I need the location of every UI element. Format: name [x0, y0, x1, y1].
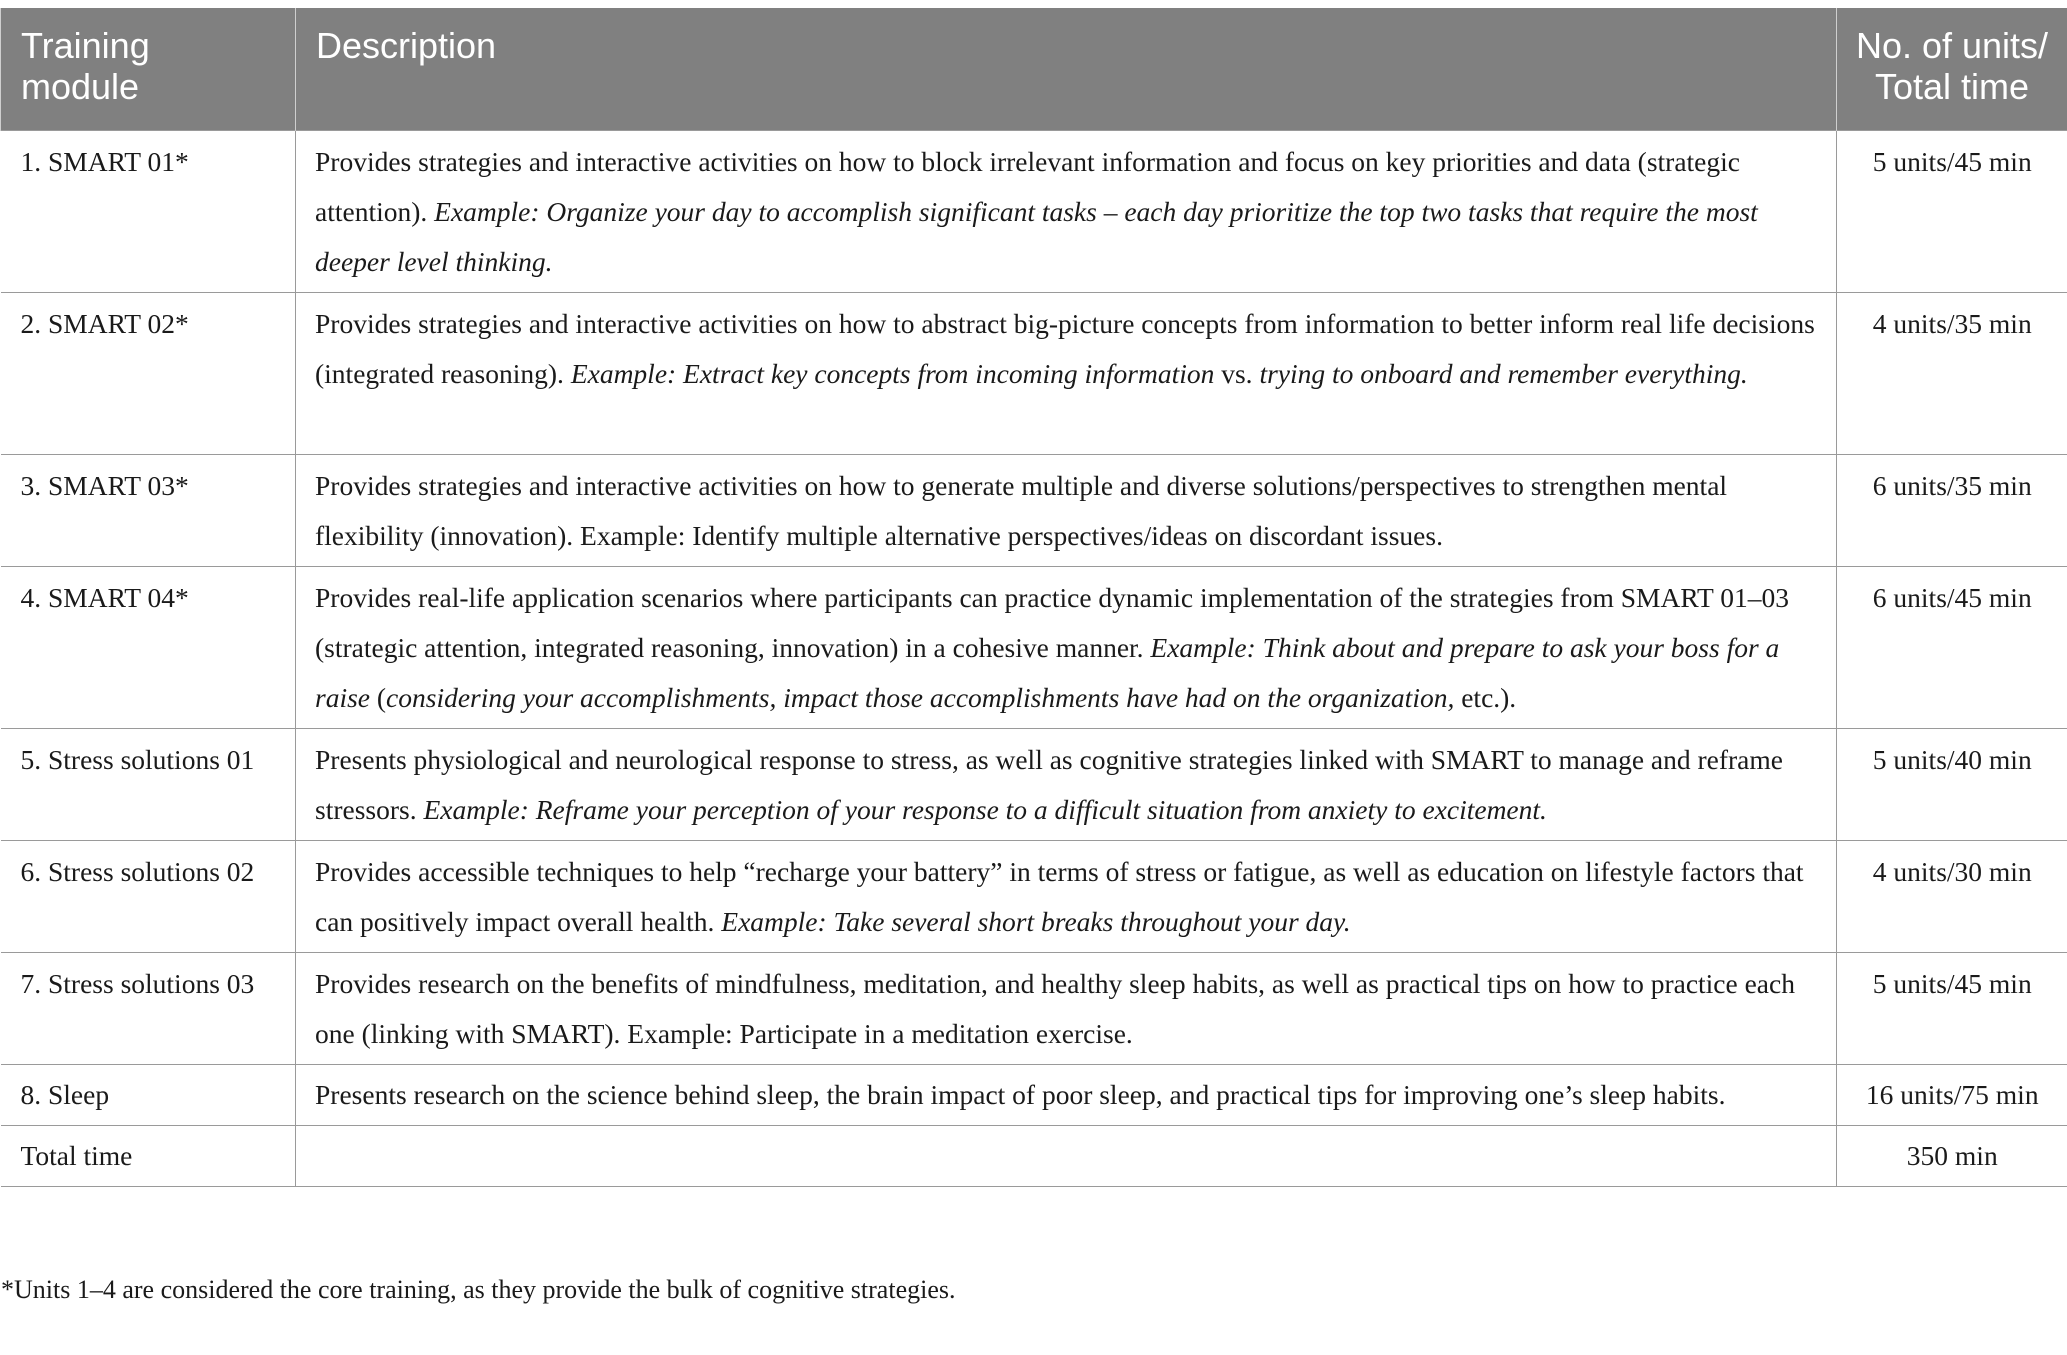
module-name: 7. Stress solutions 03 [1, 952, 296, 1064]
module-description [296, 1064, 1837, 1125]
header-training-module: Training module [1, 8, 296, 130]
table-row [1, 130, 2067, 292]
table-row [1, 454, 2067, 566]
module-name: 4. SMART 04* [1, 566, 296, 728]
module-name: 3. SMART 03* [1, 454, 296, 566]
header-row [1, 8, 2067, 130]
description-example: Example: Extract key concepts from incoming information [570, 357, 1215, 389]
table-row [1, 840, 2067, 952]
module-description [296, 728, 1837, 840]
table-row [1, 952, 2067, 1064]
description-text: ( [370, 681, 387, 713]
total-time-value: 350 min [1837, 1125, 2067, 1186]
table-row [1, 1064, 2067, 1125]
description-text: Presents research on the science behind sleep, the brain impact of poor sleep, and practical tips for improving one’s sleep habits. [315, 1078, 1726, 1110]
module-name: 8. Sleep [1, 1064, 296, 1125]
module-description [296, 454, 1837, 566]
module-units: 6 units/35 min [1837, 454, 2067, 566]
module-units: 6 units/45 min [1837, 566, 2067, 728]
module-description [296, 292, 1837, 454]
description-text: etc.). [1454, 681, 1517, 713]
module-units: 5 units/45 min [1837, 952, 2067, 1064]
table-footnote: *Units 1–4 are considered the core training, as they provide the bulk of cognitive strategies. [1, 1275, 956, 1304]
module-units: 4 units/35 min [1837, 292, 2067, 454]
module-name: 6. Stress solutions 02 [1, 840, 296, 952]
table-body [1, 130, 2067, 1186]
module-name: 1. SMART 01* [1, 130, 296, 292]
description-example: Example: Think about and prepare to ask your boss for a raise [315, 631, 1780, 713]
description-text: Presents physiological and neurological response to stress, as well as cognitive strategies linked with SMART to manage and reframe stressors. [315, 743, 1783, 825]
header-units-total-time: No. of units/ Total time [1837, 8, 2067, 130]
description-text: Provides strategies and interactive activities on how to abstract big-picture concepts from information to better inform real life decisions (integrated reasoning). [315, 307, 1815, 389]
description-example: Example: Take several short breaks throughout your day. [721, 905, 1351, 937]
total-description-empty [296, 1125, 1837, 1186]
training-modules-table-container [0, 8, 2067, 1187]
module-name: 5. Stress solutions 01 [1, 728, 296, 840]
description-text: vs. [1214, 357, 1260, 389]
description-text: Provides accessible techniques to help “recharge your battery” in terms of stress or fatigue, as well as education on lifestyle factors that can positively impact overall health. [315, 855, 1804, 937]
module-description [296, 952, 1837, 1064]
module-name: 2. SMART 02* [1, 292, 296, 454]
description-example: Example: Reframe your perception of your response to a difficult situation from anxiety to excitement. [423, 793, 1547, 825]
total-row [1, 1125, 2067, 1186]
module-units: 5 units/45 min [1837, 130, 2067, 292]
description-example: trying to onboard and remember everything. [1259, 357, 1748, 389]
module-units: 4 units/30 min [1837, 840, 2067, 952]
table-row [1, 292, 2067, 454]
description-text: Provides real-life application scenarios where participants can practice dynamic implementation of the strategies from SMART 01–03 (strategic attention, integrated reasoning, innovation) in a cohesive manner. [315, 581, 1789, 663]
description-text: Provides research on the benefits of mindfulness, meditation, and healthy sleep habits, as well as practical tips on how to practice each one (linking with SMART). Example: Participate in a meditation exercise. [315, 967, 1795, 1049]
module-description [296, 840, 1837, 952]
description-example: considering your accomplishments, impact those accomplishments have had on the organization, [386, 681, 1455, 713]
training-modules-table [0, 8, 2067, 1187]
total-label: Total time [1, 1125, 296, 1186]
description-text: Provides strategies and interactive activities on how to generate multiple and diverse solutions/perspectives to strengthen mental flexibility (innovation). Example: Identify multiple alternative perspectives/ideas on discordant issues. [315, 469, 1728, 551]
module-description [296, 130, 1837, 292]
table-header [1, 8, 2067, 130]
module-units: 5 units/40 min [1837, 728, 2067, 840]
table-row [1, 728, 2067, 840]
module-description [296, 566, 1837, 728]
description-example: Example: Organize your day to accomplish significant tasks – each day prioritize the top two tasks that require the most deeper level thinking. [315, 195, 1758, 277]
description-text: Provides strategies and interactive activities on how to block irrelevant information and focus on key priorities and data (strategic attention). [315, 145, 1740, 227]
table-row [1, 566, 2067, 728]
module-units: 16 units/75 min [1837, 1064, 2067, 1125]
header-description: Description [296, 8, 1837, 130]
